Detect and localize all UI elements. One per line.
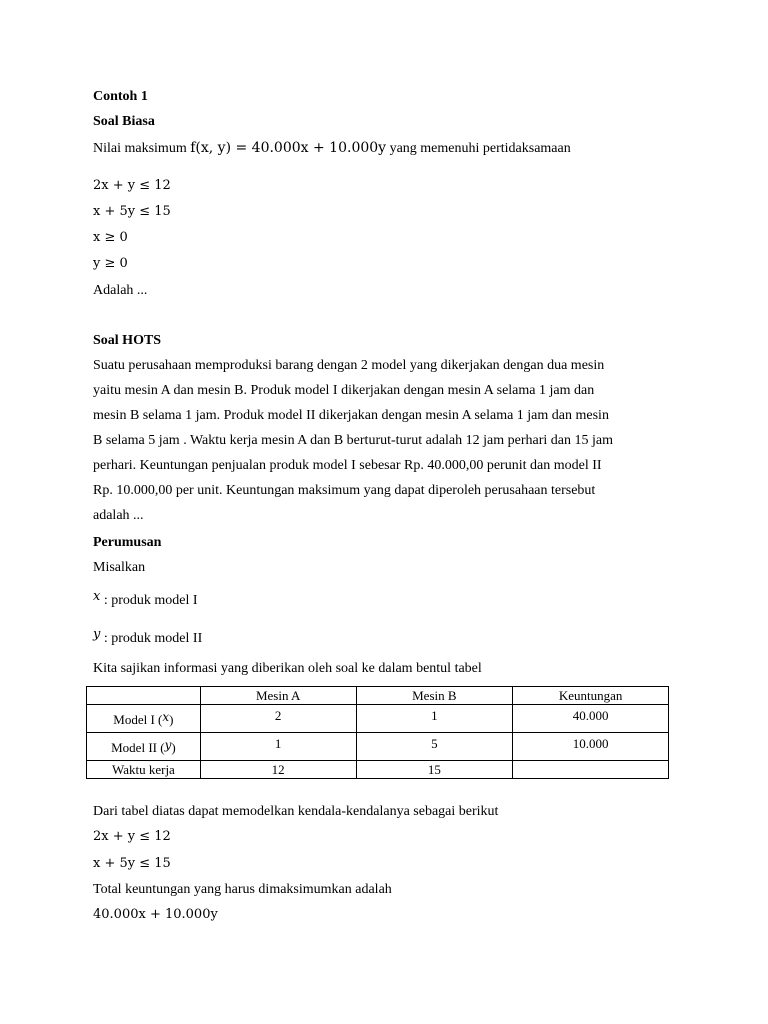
paragraph-line: Rp. 10.000,00 per unit. Keuntungan maksimum yang dapat diperoleh perusahaan tersebut xyxy=(93,483,596,498)
final-constraint-2: x + 5y ≤ 15 xyxy=(93,856,171,871)
variable-x-definition xyxy=(93,590,198,608)
row-label-text: Model II ( xyxy=(111,740,165,755)
table-cell: 15 xyxy=(356,761,513,779)
paragraph-line: B selama 5 jam . Waktu kerja mesin A dan B berturut-turut adalah 12 jam perhari dan 15 jam xyxy=(93,433,613,448)
constraint-3: x ≥ 0 xyxy=(93,230,128,245)
table-row xyxy=(87,733,669,761)
soal-biasa-heading: Soal Biasa xyxy=(93,114,155,129)
table-header-row xyxy=(87,687,669,705)
paragraph-line: mesin B selama 1 jam. Produk model II dikerjakan dengan mesin A selama 1 jam dan mesin xyxy=(93,408,609,423)
row-label-variable: y xyxy=(164,738,172,752)
row-label xyxy=(87,705,201,733)
paragraph-line: yaitu mesin A dan mesin B. Produk model I dikerjakan dengan mesin A selama 1 jam dan xyxy=(93,383,595,398)
table-cell: 12 xyxy=(200,761,356,779)
final-objective: 40.000x + 10.000y xyxy=(93,907,218,922)
constraint-4: y ≥ 0 xyxy=(93,256,128,271)
variable-y: y xyxy=(93,627,101,642)
paragraph-line: Suatu perusahaan memproduksi barang dengan 2 model yang dikerjakan dengan dua mesin xyxy=(93,358,605,373)
table-header-cell: Mesin A xyxy=(200,687,356,705)
row-label-close: ) xyxy=(171,740,176,755)
constraint-1: 2x + y ≤ 12 xyxy=(93,178,171,193)
row-label-close: ) xyxy=(169,712,174,727)
table-intro: Kita sajikan informasi yang diberikan oleh soal ke dalam bentul tabel xyxy=(93,661,482,676)
table-cell xyxy=(513,761,669,779)
paragraph-line: perhari. Keuntungan penjualan produk model I sebesar Rp. 40.000,00 perunit dan model II xyxy=(93,458,602,473)
table-cell: 40.000 xyxy=(513,705,669,733)
table-cell: 5 xyxy=(356,733,513,761)
objective-intro: Total keuntungan yang harus dimaksimumkan adalah xyxy=(93,882,392,897)
table-cell: 1 xyxy=(356,705,513,733)
table-header-cell xyxy=(87,687,201,705)
row-label-text: Model I ( xyxy=(113,712,163,727)
soal-biasa-intro xyxy=(93,141,571,156)
table-header-cell: Keuntungan xyxy=(513,687,669,705)
variable-y-definition xyxy=(93,628,202,646)
intro-prefix: Nilai maksimum xyxy=(93,141,187,156)
variable-x-desc: : produk model I xyxy=(103,593,198,608)
row-label-variable: x xyxy=(162,710,170,724)
paragraph-line: adalah ... xyxy=(93,508,144,523)
constraint-2: x + 5y ≤ 15 xyxy=(93,204,171,219)
soal-hots-heading: Soal HOTS xyxy=(93,333,162,348)
variable-y-desc: : produk model II xyxy=(103,631,203,646)
perumusan-heading: Perumusan xyxy=(93,535,162,550)
final-constraint-1: 2x + y ≤ 12 xyxy=(93,829,171,844)
row-label xyxy=(87,733,201,761)
misalkan-label: Misalkan xyxy=(93,560,146,575)
intro-suffix: yang memenuhi pertidaksamaan xyxy=(389,141,571,156)
table-cell: 1 xyxy=(200,733,356,761)
data-table xyxy=(86,686,669,779)
conclusion-intro: Dari tabel diatas dapat memodelkan kendala-kendalanya sebagai berikut xyxy=(93,804,499,819)
row-label: Waktu kerja xyxy=(87,761,201,779)
table-header-cell: Mesin B xyxy=(356,687,513,705)
table-row xyxy=(87,705,669,733)
example-title: Contoh 1 xyxy=(93,89,148,104)
table-cell: 10.000 xyxy=(513,733,669,761)
soal-biasa-closing: Adalah ... xyxy=(93,283,148,298)
objective-function: f(x, y) = 40.000x + 10.000y xyxy=(190,140,387,156)
table-cell: 2 xyxy=(200,705,356,733)
variable-x: x xyxy=(93,589,101,604)
soal-hots-paragraph xyxy=(93,353,683,528)
table-row xyxy=(87,761,669,779)
